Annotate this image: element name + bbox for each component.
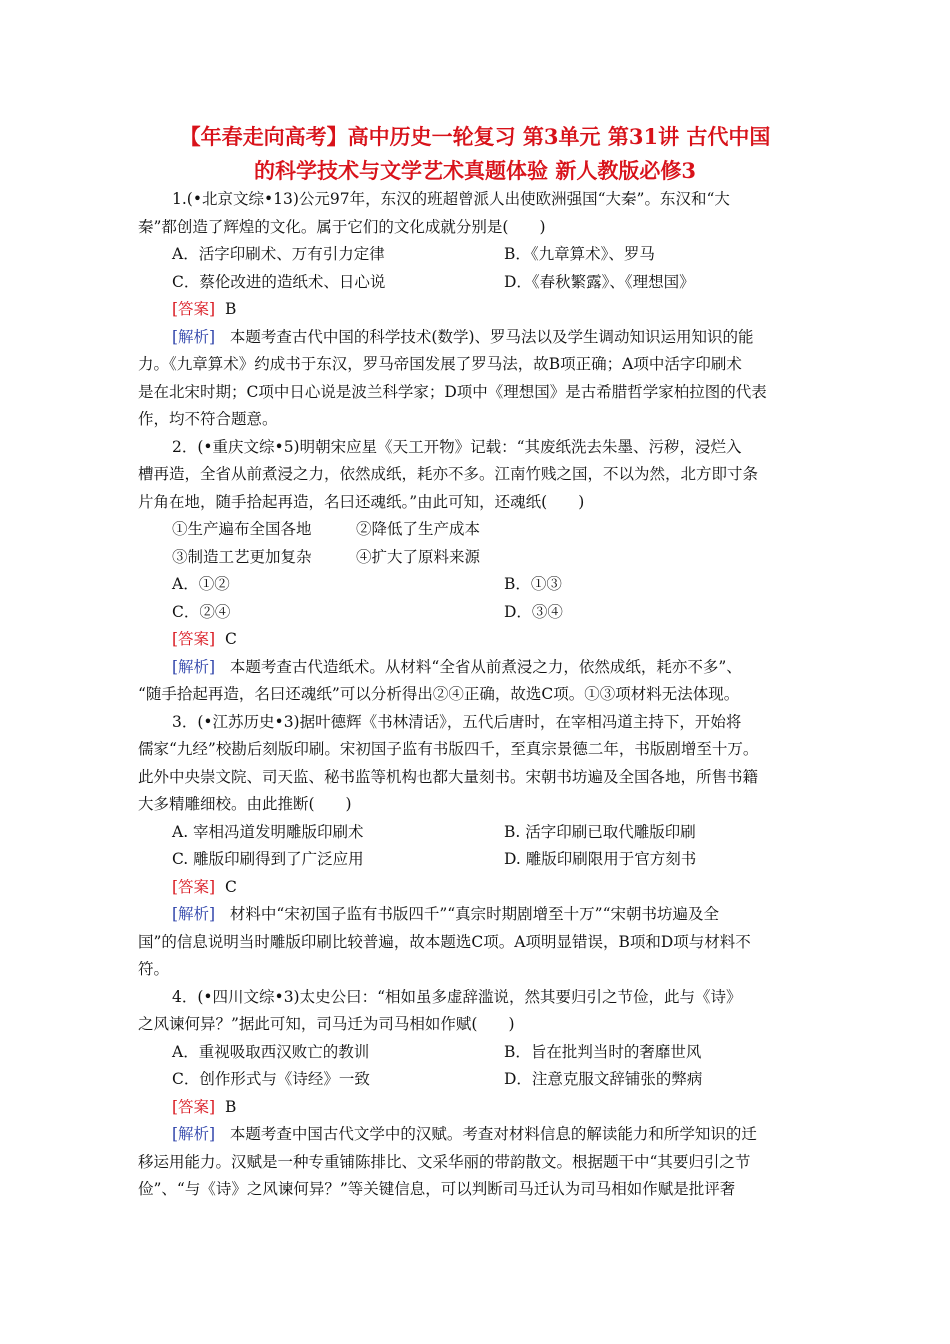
q3-stem-line: 儒家“九经”校勘后刻版印刷。宋初国子监有书版四千，至真宗景德二年，书版剧增至十万。: [138, 740, 759, 758]
q1-stem-line: 秦”都创造了辉煌的文化。属于它们的文化成就分别是( ): [138, 217, 546, 236]
q2-item-2: ②降低了生产成本: [356, 520, 481, 538]
q2-analysis-line: “随手拾起再造，名曰还魂纸”可以分析得出②④正确，故选C项。①③项材料无法体现。: [138, 685, 740, 703]
q3-stem-line: 大多精雕细校。由此推断( ): [138, 795, 352, 813]
answer-value: B: [224, 300, 237, 318]
q4-option-a: A．重视吸取西汉败亡的教训: [172, 1042, 370, 1061]
answer-value: C: [224, 877, 237, 896]
q3-option-c: C. 雕版印刷得到了广泛应用: [172, 850, 364, 868]
q2-answer: [172, 626, 237, 654]
q1-analysis-line: 作，均不符合题意。: [138, 410, 278, 428]
q2-stem-line: 片角在地，随手拾起再造，名曰还魂纸。”由此可知，还魂纸( ): [138, 492, 585, 511]
q4-analysis-line: [172, 1121, 757, 1149]
analysis-text: 材料中“宋初国子监有书版四千”“真宗时期剧增至十万”“宋朝书坊遍及全: [229, 905, 720, 923]
answer-value: B: [224, 1097, 237, 1116]
title-line-2: 的科学技术与文学艺术真题体验 新人教版必修3: [254, 158, 696, 183]
q2-item-4: ④扩大了原料来源: [356, 547, 481, 566]
q2-option-c: C．②④: [172, 602, 231, 621]
q4-option-c: C．创作形式与《诗经》一致: [172, 1070, 370, 1088]
q3-analysis-line: 国”的信息说明当时雕版印刷比较普遍，故本题选C项。A项明显错误，B项和D项与材料不: [138, 932, 751, 951]
answer-tag: [答案]: [172, 630, 216, 648]
q4-analysis-line: 移运用能力。汉赋是一种专重铺陈排比、文采华丽的带韵散文。根据题干中“其要归引之节: [138, 1152, 751, 1171]
q3-stem-line: 此外中央崇文院、司天监、秘书监等机构也都大量刻书。宋朝书坊遍及全国各地，所售书籍: [138, 767, 759, 786]
q4-stem-line: 之风谏何异？”据此可知，司马迁为司马相如作赋( ): [138, 1015, 515, 1033]
q4-answer: [172, 1094, 236, 1122]
title-line-1: 【年春走向高考】高中历史一轮复习 第3单元 第31讲 古代中国: [179, 124, 771, 149]
q2-option-b: B．①③: [504, 575, 562, 593]
q2-stem-line: 槽再造，全省从前煮浸之力，依然成纸，耗亦不多。江南竹贱之国，不以为然，北方即寸条: [138, 465, 759, 483]
q1-stem-line: 1.(•北京文综•13)公元97年，东汉的班超曾派人出使欧洲强国“大秦”。东汉和“大: [172, 190, 730, 208]
analysis-text: 本题考查中国古代文学中的汉赋。考查对材料信息的解读能力和所学知识的迁: [229, 1125, 757, 1143]
q1-answer: [172, 296, 236, 324]
q1-analysis-line: 力。《九章算术》约成书于东汉，罗马帝国发展了罗马法，故B项正确；A项中活字印刷术: [138, 355, 742, 373]
q3-option-b: B. 活字印刷已取代雕版印刷: [504, 822, 696, 841]
q2-analysis-line: [172, 654, 742, 682]
q2-option-d: D．③④: [504, 602, 563, 621]
q2-item-3: ③制造工艺更加复杂: [172, 547, 312, 566]
answer-tag: [答案]: [172, 1097, 216, 1116]
q1-option-d: D．《春秋繁露》、《理想国》: [504, 272, 695, 291]
q4-analysis-line: 俭”、“与《诗》之风谏何异？”等关键信息，可以判断司马迁认为司马相如作赋是批评奢: [138, 1180, 736, 1198]
q3-analysis-line: [172, 901, 719, 929]
analysis-tag: [解析]: [172, 327, 216, 346]
analysis-tag: [解析]: [172, 657, 216, 676]
q2-option-a: A．①②: [172, 575, 230, 593]
q1-analysis-line: 是在北宋时期；C项中日心说是波兰科学家；D项中《理想国》是古希腊哲学家柏拉图的代表: [138, 382, 767, 401]
q1-option-c: C．蔡伦改进的造纸术、日心说: [172, 272, 386, 291]
q1-analysis-line: [172, 324, 754, 352]
answer-tag: [答案]: [172, 877, 216, 896]
analysis-text: 本题考查古代造纸术。从材料“全省从前煮浸之力，依然成纸，耗亦不多”、: [229, 657, 742, 676]
q4-stem-line: 4．(•四川文综•3)太史公曰：“相如虽多虚辞滥说，然其要归引之节俭，此与《诗》: [172, 987, 742, 1006]
q3-option-d: D. 雕版印刷限用于官方刻书: [504, 850, 697, 868]
q2-item-1: ①生产遍布全国各地: [172, 520, 312, 538]
answer-value: C: [224, 630, 237, 648]
answer-tag: [答案]: [172, 300, 216, 318]
analysis-text: 本题考查古代中国的科学技术(数学)、罗马法以及学生调动知识运用知识的能: [229, 327, 754, 346]
analysis-tag: [解析]: [172, 905, 216, 923]
q1-option-a: A．活字印刷术、万有引力定律: [172, 245, 385, 263]
q4-option-d: D．注意克服文辞铺张的弊病: [504, 1070, 703, 1088]
q3-option-a: A. 宰相冯道发明雕版印刷术: [172, 822, 364, 841]
q3-answer: [172, 874, 237, 902]
q4-option-b: B．旨在批判当时的奢靡世风: [504, 1042, 702, 1061]
q1-option-b: B．《九章算术》、罗马: [504, 245, 655, 263]
analysis-tag: [解析]: [172, 1125, 216, 1143]
q2-stem-line: 2．(•重庆文综•5)明朝宋应星《天工开物》记载：“其废纸洗去朱墨、污秽，浸烂入: [172, 437, 742, 456]
q3-analysis-line: 符。: [138, 960, 170, 978]
q3-stem-line: 3．(•江苏历史•3)据叶德辉《书林清话》，五代后唐时，在宰相冯道主持下，开始将: [172, 712, 742, 731]
